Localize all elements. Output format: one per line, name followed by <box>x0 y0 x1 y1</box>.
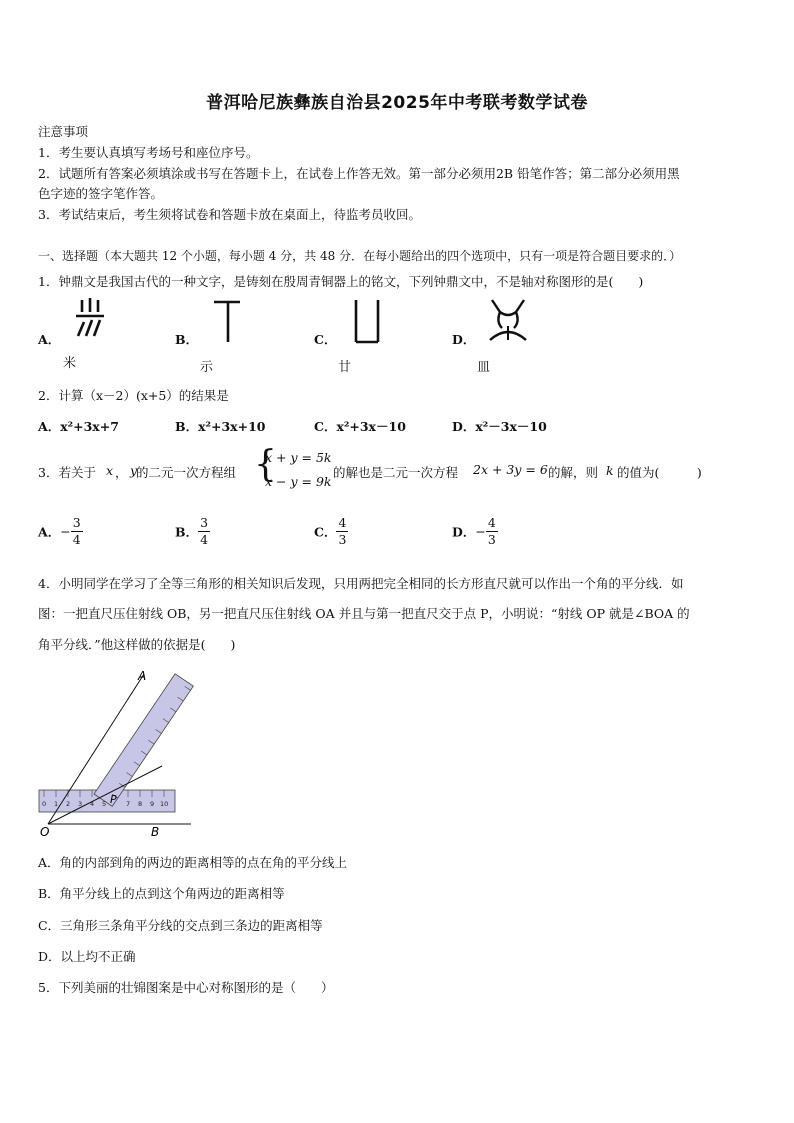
ruler-tick-label: 5 <box>102 800 107 808</box>
ruler-tick-label: 1 <box>54 800 59 808</box>
ruler-tick-label: 7 <box>126 800 131 808</box>
q3-option-d-denominator: 3 <box>487 532 496 547</box>
q1-option-a-caption: 米 <box>63 356 77 371</box>
q1-option-b-glyph <box>210 298 246 347</box>
notice-item-2: 2．试题所有答案必须填涂或书写在答题卡上，在试卷上作答无效。第一部分必须用2B 铅笔作答；第二部分必须用黑 <box>38 166 680 181</box>
q1-option-c-label: C． <box>314 332 337 347</box>
q3-post1: 的解也是二元一次方程 <box>333 465 459 480</box>
q3-option-b-label: B． <box>175 524 199 540</box>
q3-option-b-numerator: 3 <box>200 515 209 530</box>
label-o: O <box>40 825 50 839</box>
q2-option-b-text: x²+3x+10 <box>198 419 266 434</box>
q4-option-b: B．角平分线上的点到这个角两边的距离相等 <box>38 886 285 901</box>
label-b: B <box>151 825 160 839</box>
q3-option-d-numerator: 4 <box>487 515 496 530</box>
q3-var-k: k <box>606 463 614 478</box>
q3-comma: ， <box>115 465 128 480</box>
q4-line-2: 图：一把直尺压住射线 OB，另一把直尺压住射线 OA 并且与第一把直尺交于点 P，小明说：“射线 OP 就是∠BOA 的 <box>38 606 690 621</box>
q3-option-c-label: C． <box>314 524 337 540</box>
q1-option-d-glyph <box>486 296 530 347</box>
q4-option-d: D．以上均不正确 <box>38 949 136 964</box>
q2-option-d-text: x²－3x－10 <box>475 419 547 434</box>
ruler-tick-label: 2 <box>66 800 71 808</box>
q3-option-d-sign: − <box>475 524 486 539</box>
q2-option-c-text: x²+3x－10 <box>336 419 406 434</box>
notice-item-1: 1．考生要认真填写考场号和座位序号。 <box>38 145 259 160</box>
ruler-tick-label: 4 <box>90 800 95 808</box>
q3-option-c <box>314 515 348 548</box>
q1-option-d-label: D． <box>452 332 476 347</box>
q3-option-a-label: A． <box>38 524 61 540</box>
q3-option-a-denominator: 4 <box>72 532 81 547</box>
q3-var-x: x <box>106 463 114 478</box>
q2-option-a <box>38 417 119 435</box>
notice-item-3: 3．考试结束后，考生须将试卷和答题卡放在桌面上，待监考员收回。 <box>38 207 421 222</box>
q1-option-c-caption: 廿 <box>338 360 352 375</box>
q3-option-c-fraction <box>336 515 348 548</box>
q3-post2: 的解，则 <box>548 465 599 480</box>
q2-option-a-label: A． <box>38 419 61 434</box>
q3-eq1: x + y = 5k <box>265 450 332 465</box>
q1-stem: 1．钟鼎文是我国古代的一种文字，是铸刻在殷周青铜器上的铭文，下列钟鼎文中，不是轴对称图形的是( ) <box>38 274 644 289</box>
notice-heading: 注意事项 <box>38 124 89 139</box>
q3-option-c-denominator: 3 <box>338 532 347 547</box>
q3-option-d <box>452 515 498 548</box>
q4-ruler-figure <box>36 666 196 843</box>
q2-option-d <box>452 417 547 435</box>
q2-option-b <box>175 417 266 435</box>
ruler-tick-label: 0 <box>42 800 47 808</box>
q3-option-b <box>175 515 210 548</box>
q2-option-b-label: B． <box>175 419 199 434</box>
q3-mid: 的二元一次方程组 <box>136 465 237 480</box>
q3-option-a-sign: − <box>60 524 71 539</box>
q1-option-b-caption: 示 <box>200 360 214 375</box>
q3-var-y: y <box>130 463 138 478</box>
q3-option-a <box>38 515 83 548</box>
q3-brace: { <box>254 444 277 485</box>
page-title: 普洱哈尼族彝族自治县2025年中考联考数学试卷 <box>206 93 588 113</box>
q4-option-a: A．角的内部到角的两边的距离相等的点在角的平分线上 <box>38 855 348 870</box>
q3-option-b-fraction <box>198 515 210 548</box>
notice-item-2-cont: 色字迹的签字笔作答。 <box>38 186 164 201</box>
ruler-tick-label: 10 <box>160 800 169 808</box>
q1-option-b-label: B． <box>175 332 199 347</box>
q3-eq3: 2x + 3y = 6 <box>473 462 548 477</box>
section-heading: 一、选择题（本大题共 12 个小题，每小题 4 分，共 48 分．在每小题给出的四个选项中，只有一项是符合题目要求的．） <box>38 249 682 263</box>
q1-option-d-caption: 皿 <box>477 360 491 375</box>
q3-option-d-fraction <box>486 515 498 548</box>
q3-pre: 3．若关于 <box>38 465 96 480</box>
ruler-tick-label: 8 <box>138 800 143 808</box>
q3-option-a-numerator: 3 <box>72 515 81 530</box>
q5-stem: 5．下列美丽的壮锦图案是中心对称图形的是（ ） <box>38 980 334 995</box>
q2-stem: 2．计算（x－2）(x+5）的结果是 <box>38 388 229 403</box>
label-a: A <box>138 669 147 683</box>
q3-option-d-label: D． <box>452 524 476 540</box>
q3-option-b-denominator: 4 <box>200 532 209 547</box>
q2-option-c-label: C． <box>314 419 337 434</box>
tilted-ruler <box>94 674 193 807</box>
q2-option-a-text: x²+3x+7 <box>60 419 119 434</box>
q3-option-a-fraction <box>71 515 83 548</box>
q2-option-c <box>314 417 406 435</box>
q1-option-a-label: A． <box>38 332 61 347</box>
label-p: P <box>110 793 117 806</box>
q1-option-a-glyph <box>72 296 112 343</box>
q4-line-1: 4．小明同学在学习了全等三角形的相关知识后发现，只用两把完全相同的长方形直尺就可以作出一个角的平分线．如 <box>38 576 684 591</box>
q3-post3: 的值为( ) <box>617 465 702 480</box>
ruler-tick-label: 9 <box>150 800 155 808</box>
q4-option-c: C．三角形三条角平分线的交点到三条边的距离相等 <box>38 918 323 933</box>
q3-option-c-numerator: 4 <box>338 515 347 530</box>
q4-line-3: 角平分线．”他这样做的依据是( ) <box>38 637 236 652</box>
q3-eq2: x − y = 9k <box>265 474 332 489</box>
q1-option-c-glyph <box>350 298 386 347</box>
ruler-tick-label: 3 <box>78 800 83 808</box>
q2-option-d-label: D． <box>452 419 476 434</box>
